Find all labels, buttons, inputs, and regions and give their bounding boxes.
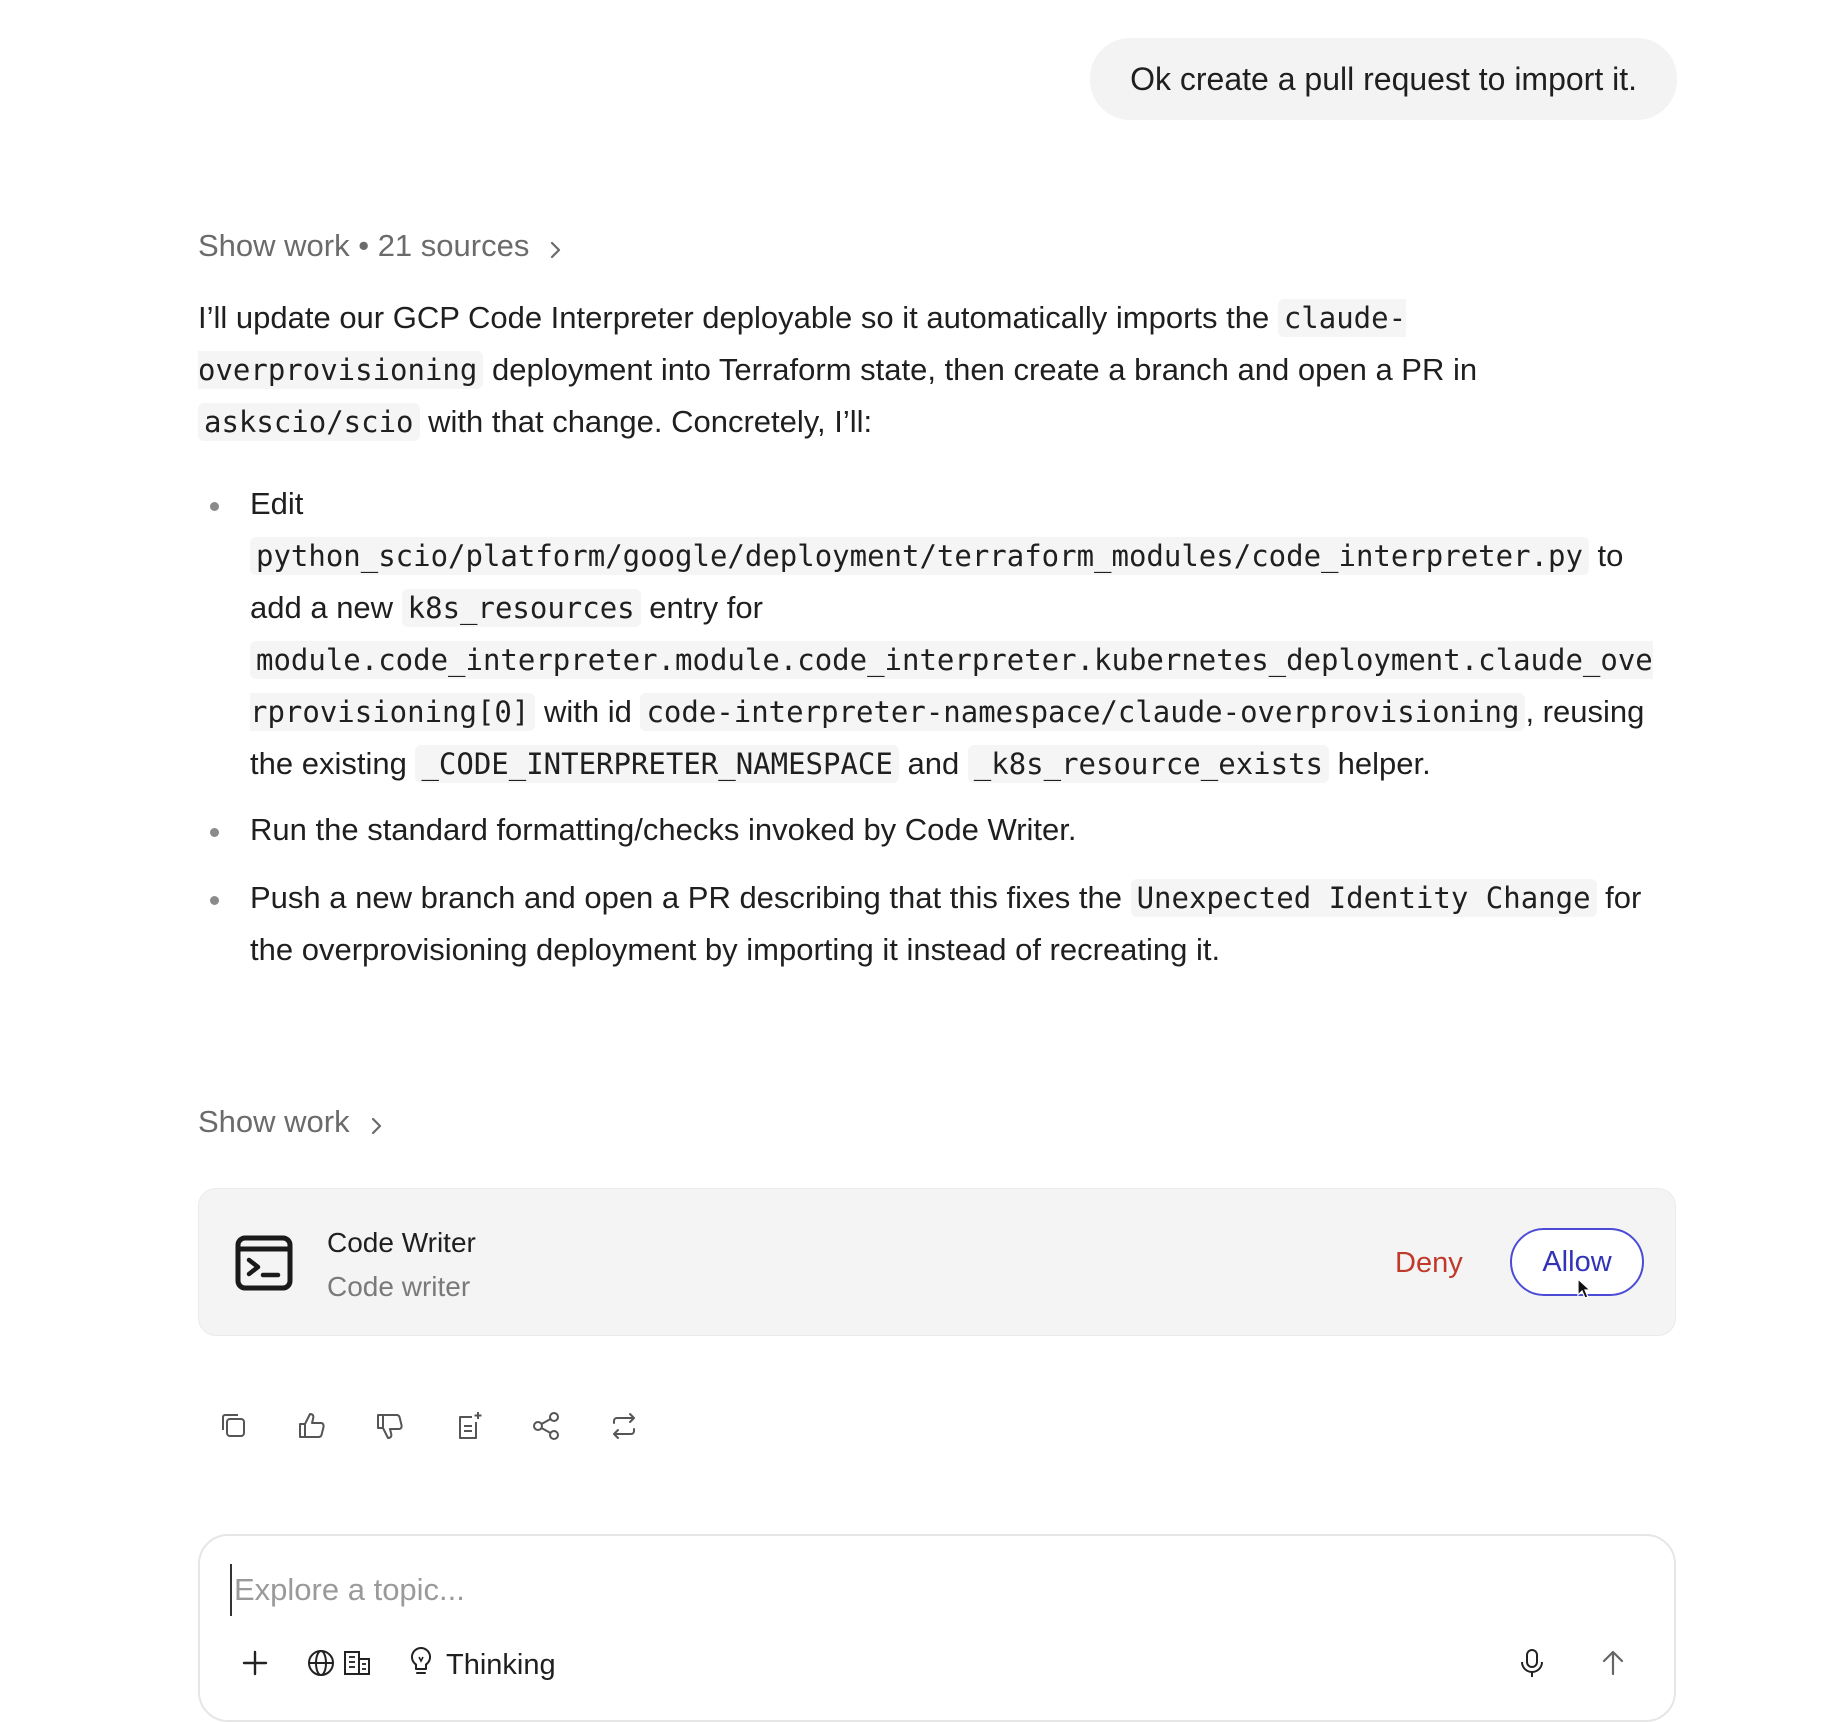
retry-icon[interactable] [606,1408,642,1444]
inline-code: claude-overprovisioning [198,301,1407,387]
copy-icon[interactable] [216,1408,252,1444]
tool-subtitle: Code writer [327,1271,471,1302]
deny-button[interactable]: Deny [1395,1247,1463,1279]
chevron-right-icon [543,234,567,258]
inline-code: code-interpreter-namespace/claude-overprovisioning [640,693,1525,731]
plan-list [198,478,1668,976]
intro-text: I’ll update our GCP Code Interpreter deployable so it automatically imports the [198,300,1278,335]
user-message-text: Ok create a pull request to import it. [1130,61,1637,97]
inline-code: _k8s_resource_exists [968,745,1329,783]
lightbulb-icon [406,1644,436,1686]
show-work-sources-toggle[interactable] [198,228,1672,264]
message-composer [198,1534,1676,1722]
inline-code: k8s_resources [402,589,641,627]
show-work-label: Show work [198,1104,350,1139]
tool-title: Code Writer [327,1227,476,1258]
inline-code: _CODE_INTERPRETER_NAMESPACE [415,745,898,783]
globe-icon[interactable] [304,1646,338,1680]
intro-text: with that change. Concretely, I’ll: [419,404,873,439]
inline-code: Unexpected Identity Change [1131,879,1597,917]
allow-button[interactable]: Allow [1510,1228,1644,1296]
mouse-cursor-icon [1577,1278,1593,1300]
thumbs-down-icon[interactable] [372,1408,408,1444]
intro-text: deployment into Terraform state, then create a branch and open a PR in [483,352,1478,387]
terminal-icon [235,1235,293,1291]
company-data-icon[interactable] [340,1646,374,1680]
message-actions [216,1408,642,1444]
list-item: Run the standard formatting/checks invoked by Code Writer. [198,804,1668,856]
response-intro [198,292,1638,448]
plus-icon[interactable] [238,1646,272,1680]
tool-permission-card [198,1188,1676,1336]
list-item: Push a new branch and open a PR describing that this fixes the Unexpected Identity Change for the overprovisioning deployment by importing it instead of recreating it. [198,872,1668,976]
list-item: Edit python_scio/platform/google/deployment/terraform_modules/code_interpreter.py to add a new k8s_resources entry for module.code_interpreter.module.code_interpreter.kubernetes_deployment.claude_overprovisioning[0] with id code-interpreter-namespace/claude-overprovisioning , reusing the existing _CODE_INTERPRETER_NAMESPACE and _k8s_resource_exists helper. [198,478,1668,790]
send-arrow-icon[interactable] [1596,1646,1630,1680]
microphone-icon[interactable] [1515,1646,1549,1680]
inline-code: python_scio/platform/google/deployment/terraform_modules/code_interpreter.py [250,537,1589,575]
show-work-toggle[interactable] [198,1104,1672,1140]
user-message-bubble [1090,38,1677,120]
share-icon[interactable] [528,1408,564,1444]
thinking-label: Thinking [446,1648,556,1681]
thumbs-up-icon[interactable] [294,1408,330,1444]
inline-code: module.code_interpreter.module.code_interpreter.kubernetes_deployment.claude_overprovisioning[0] [250,643,1653,729]
thinking-toggle[interactable] [406,1644,556,1686]
inline-code: askscio/scio [198,403,420,441]
add-to-doc-icon[interactable] [450,1408,486,1444]
composer-input[interactable] [230,1564,1436,1616]
show-work-label: Show work • 21 sources [198,228,530,263]
chevron-right-icon [364,1110,388,1134]
